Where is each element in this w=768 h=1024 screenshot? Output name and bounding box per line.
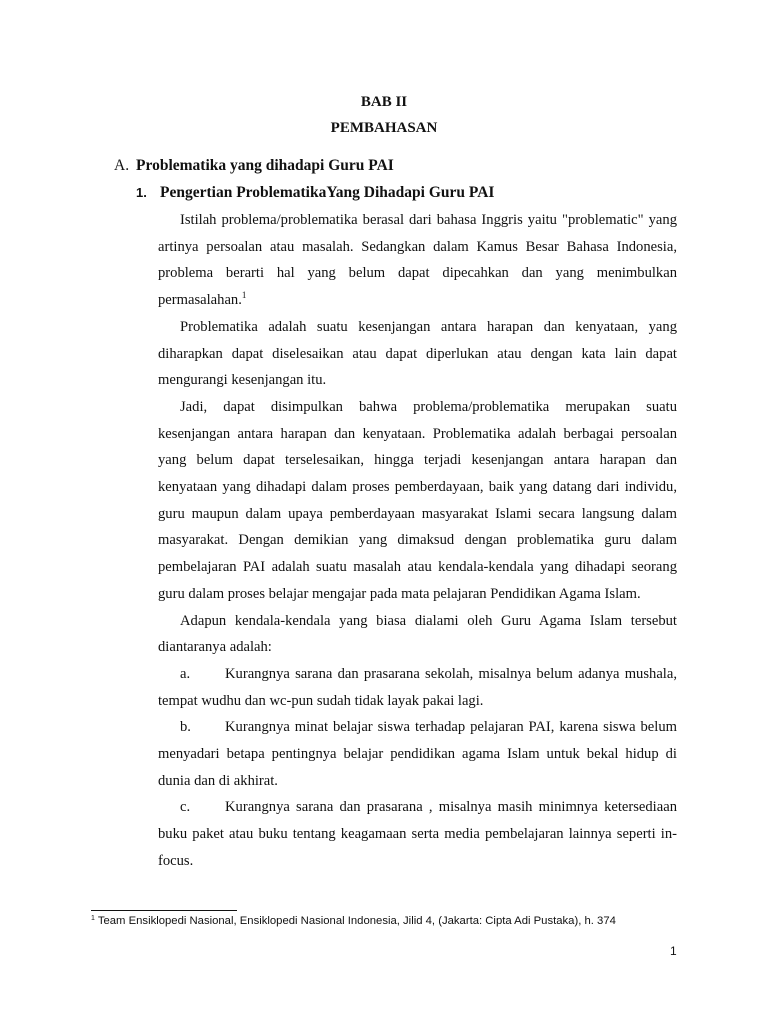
- list-marker: b.: [180, 719, 191, 736]
- footnote: [91, 915, 711, 927]
- footnote-divider: [91, 910, 237, 911]
- paragraph-1: [158, 207, 677, 314]
- list-marker: c.: [180, 799, 191, 816]
- list-text: Kurangnya sarana dan prasarana , misalnya masih minimnya ketersediaan buku paket atau buku tentang keagamaan serta media pembelajaran lainnya seperti in-focus.: [158, 799, 677, 869]
- section-title: Problematika yang dihadapi Guru PAI: [136, 157, 394, 174]
- list-marker: a.: [180, 665, 191, 682]
- list-text: Kurangnya sarana dan prasarana sekolah, misalnya belum adanya mushala, tempat wudhu dan wc-pun sudah tidak layak pakai lagi.: [158, 665, 677, 709]
- footnote-number: 1: [91, 915, 95, 922]
- section-heading-a: [114, 157, 394, 175]
- paragraph-text: Istilah problema/problematika berasal dari bahasa Inggris yaitu "problematic" yang artinya persoalan atau masalah. Sedangkan dalam Kamus Besar Bahasa Indonesia, problema berarti hal yang belum dapat dipecahkan dan yang menimbulkan permasalahan.: [158, 212, 677, 309]
- list-item: [158, 661, 677, 714]
- list-item: [158, 714, 677, 794]
- chapter-title: PEMBAHASAN: [330, 120, 438, 136]
- subsection-label: 1.: [136, 185, 147, 200]
- subsection-title: Pengertian ProblematikaYang Dihadapi Guru PAI: [160, 184, 495, 201]
- paragraph-4: Adapun kendala-kendala yang biasa dialami oleh Guru Agama Islam tersebut diantaranya adalah:: [158, 612, 677, 656]
- list-text: Kurangnya minat belajar siswa terhadap pelajaran PAI, karena siswa belum menyadari betapa pentingnya belajar pendidikan agama Islam untuk bekal hidup di dunia dan di akhirat.: [158, 719, 677, 789]
- paragraph-2: Problematika adalah suatu kesenjangan antara harapan dan kenyataan, yang diharapkan dapat diselesaikan atau dapat diperlukan atau dengan kata lain dapat mengurangi kesenjangan itu.: [158, 318, 677, 389]
- chapter-heading: BAB II: [360, 94, 408, 110]
- list-item: [158, 794, 677, 874]
- subsection-heading-1: [136, 184, 494, 202]
- footnote-ref[interactable]: 1: [241, 290, 247, 301]
- section-label: A.: [114, 157, 130, 174]
- footnote-text: Team Ensiklopedi Nasional, Ensiklopedi Nasional Indonesia, Jilid 4, (Jakarta: Cipta Adi Pustaka), h. 374: [94, 915, 616, 927]
- body-text: [158, 207, 677, 875]
- page-number: 1: [670, 944, 677, 958]
- paragraph-3: Jadi, dapat disimpulkan bahwa problema/problematika merupakan suatu kesenjangan antara harapan dan kenyataan. Problematika adalah berbagai persoalan yang belum dapat terselesaikan, hingga terjadi kesenjangan antara harapan dan kenyataan yang dihadapi dalam proses pemberdayaan, baik yang datang dari individu, guru maupun dalam upaya pemberdayaan masyarakat Islami secara langsung dalam masyarakat. Dengan demikian yang dimaksud dengan problematika guru dalam pembelajaran PAI adalah suatu masalah atau kendala-kendala yang dihadapi seorang guru dalam proses belajar mengajar pada mata pelajaran Pendidikan Agama Islam.: [158, 398, 677, 602]
